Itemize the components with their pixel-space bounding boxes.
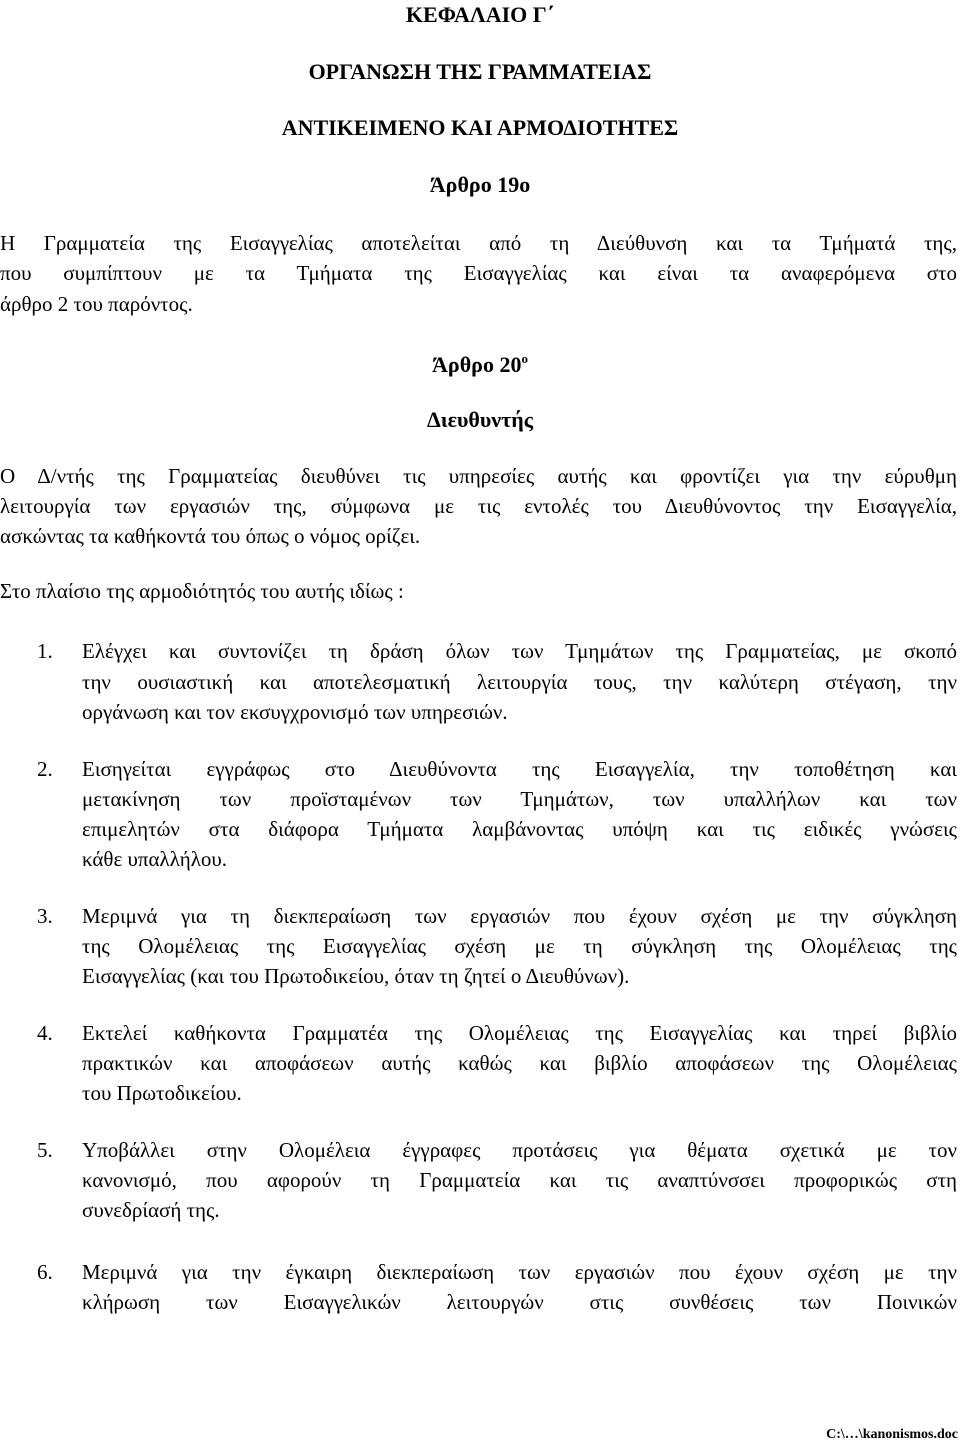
article-19-line-2: που συμπίπτουν με τα Τμήματα της Εισαγγελίας και είναι τα αναφερόμενα στο [0,261,957,285]
list-item-line: Μεριμνά για τη διεκπεραίωση των εργασιών που έχουν σχέση με την σύγκληση [82,904,957,928]
list-item-number: 2. [37,757,53,781]
list-item-line: κλήρωση των Εισαγγελικών λειτουργών στις συνθέσεις των Ποινικών [82,1290,957,1314]
list-item-line: μετακίνηση των προϊσταμένων των Τμημάτων, των υπαλλήλων και των [82,787,957,811]
list-item-line: Υποβάλλει στην Ολομέλεια έγγραφες προτάσεις για θέματα σχετικά με τον [82,1138,957,1162]
list-item-number: 4. [37,1021,53,1045]
footer-file-path: C:\…\kanonismos.doc [826,1427,958,1442]
scope-line: Στο πλαίσιο της αρμοδιότητός του αυτής ιδίως : [0,579,404,603]
article-20-intro-line-3: ασκώντας τα καθήκοντά του όπως ο νόμος ορίζει. [0,524,421,548]
article-19-line-1: Η Γραμματεία της Εισαγγελίας αποτελείται από τη Διεύθυνση και τα Τμήματά της, [0,231,957,255]
list-item-number: 5. [37,1138,53,1162]
article-20-intro-line-2: λειτουργία των εργασιών της, σύμφωνα με τις εντολές του Διευθύνοντος την Εισαγγελία, [0,494,957,518]
list-item-line: Εκτελεί καθήκοντα Γραμματέα της Ολομέλειας της Εισαγγελίας και τηρεί βιβλίο [82,1021,957,1045]
list-item-line: συνεδρίασή της. [82,1198,220,1222]
article-20-title [0,352,960,378]
article-19-title: Άρθρο 19ο [429,172,531,197]
section-title: ΟΡΓΑΝΩΣΗ ΤΗΣ ΓΡΑΜΜΑΤΕΙΑΣ [308,59,652,84]
article-20-title-superscript: ο [521,351,528,366]
list-item-line: κανονισμό, που αφορούν τη Γραμματεία και τις αναπτύνσσει προφορικώς στη [82,1168,957,1192]
list-item-line: επιμελητών στα διάφορα Τμήματα λαμβάνοντας υπόψη και τις ειδικές γνώσεις [82,817,957,841]
chapter-title: ΚΕΦΑΛΑΙΟ Γ΄ [405,2,555,27]
list-item-number: 6. [37,1260,53,1284]
list-item-line: Ελέγχει και συντονίζει τη δράση όλων των Τμημάτων της Γραμματείας, με σκοπό [82,639,957,663]
list-item-line: οργάνωση και τον εκσυγχρονισμό των υπηρεσιών. [82,700,508,724]
subject-title: ΑΝΤΙΚΕΙΜΕΝΟ ΚΑΙ ΑΡΜΟΔΙΟΤΗΤΕΣ [281,115,679,140]
list-item-line: του Πρωτοδικείου. [82,1081,242,1105]
list-item-line: Μεριμνά για την έγκαιρη διεκπεραίωση των εργασιών που έχουν σχέση με την [82,1260,957,1284]
list-item-line: πρακτικών και αποφάσεων αυτής καθώς και βιβλίο αποφάσεων της Ολομέλειας [82,1051,957,1075]
list-item-line: Εισηγείται εγγράφως στο Διευθύνοντα της Εισαγγελία, την τοποθέτηση και [82,757,957,781]
list-item-line: κάθε υπαλλήλου. [82,847,228,871]
list-item-line: Εισαγγελίας (και του Πρωτοδικείου, όταν τη ζητεί ο Διευθύνων). [82,964,630,988]
list-item-number: 3. [37,904,53,928]
article-20-intro-line-1: Ο Δ/ντής της Γραμματείας διευθύνει τις υπηρεσίες αυτής και φροντίζει για την εύρυθμη [0,464,957,488]
article-20-subtitle: Διευθυντής [426,407,534,432]
article-19-line-3: άρθρο 2 του παρόντος. [0,292,193,316]
article-20-title-text: Άρθρο 20 [432,352,522,377]
list-item-line: της Ολομέλειας της Εισαγγελίας σχέση με τη σύγκληση της Ολομέλειας της [82,934,957,958]
list-item-number: 1. [37,639,53,663]
list-item-line: την ουσιαστική και αποτελεσματική λειτουργία τους, την καλύτερη στέγαση, την [82,670,957,694]
